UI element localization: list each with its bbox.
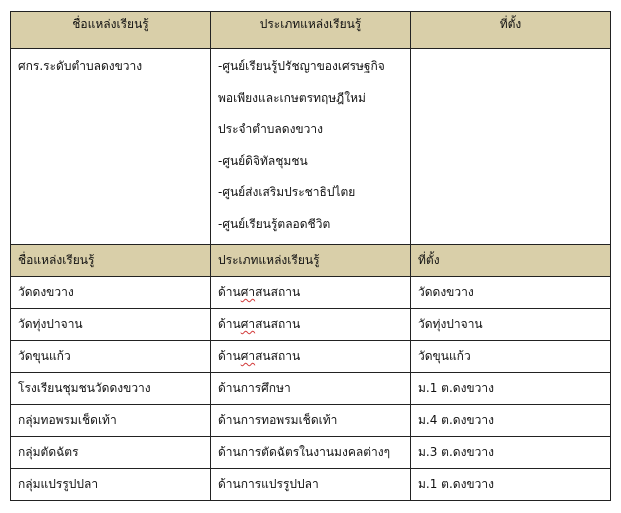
cell-location: ม.1 ต.ดงขวาง xyxy=(411,373,611,405)
cell-location: วัดดงขวาง xyxy=(411,277,611,309)
cell-type xyxy=(211,277,411,309)
type-prefix: ด้าน xyxy=(218,317,241,331)
table-row xyxy=(11,405,611,437)
cell-type xyxy=(211,309,411,341)
cell-location: ม.3 ต.ดงขวาง xyxy=(411,437,611,469)
type-prefix: ด้าน xyxy=(218,285,241,299)
cell-name: วัดดงขวาง xyxy=(11,277,211,309)
cell-location: ม.1 ต.ดงขวาง xyxy=(411,469,611,501)
cell-name: กลุ่มตัดฉัตร xyxy=(11,437,211,469)
table-row xyxy=(11,437,611,469)
spell-mark: ศา xyxy=(240,285,256,299)
header-location: ที่ตั้ง xyxy=(411,245,611,277)
header-type: ประเภทแหล่งเรียนรู้ xyxy=(211,12,411,49)
spell-mark: ศา xyxy=(240,317,256,331)
type-prefix: ด้านการแปรรูปปลา xyxy=(218,477,319,491)
first-block-row xyxy=(11,49,611,245)
cell-location: ม.4 ต.ดงขวาง xyxy=(411,405,611,437)
cell-type xyxy=(211,437,411,469)
type-line: -ศูนย์ดิจิทัลชุมชน xyxy=(218,153,308,168)
cell-name: โรงเรียนชุมชนวัดดงขวาง xyxy=(11,373,211,405)
cell-name: วัดขุนแก้ว xyxy=(11,341,211,373)
type-line: -ศูนย์เรียนรู้ปรัชญาของเศรษฐกิจ xyxy=(218,59,385,73)
cell-name: กลุ่มทอพรมเช็ดเท้า xyxy=(11,405,211,437)
cell-name: วัดทุ่งปาจาน xyxy=(11,309,211,341)
first-block-location xyxy=(411,49,611,245)
type-line: -ศูนย์เรียนรู้ตลอดชีวิต xyxy=(218,216,331,231)
table-row xyxy=(11,277,611,309)
type-suffix: สนสถาน xyxy=(255,285,301,299)
learning-resources-table xyxy=(10,11,611,501)
header-name: ชื่อแหล่งเรียนรู้ xyxy=(11,245,211,277)
type-prefix: ด้านการตัดฉัตรในงานมงคลต่างๆ xyxy=(218,445,391,459)
table-row xyxy=(11,309,611,341)
type-prefix: ด้านการศึกษา xyxy=(218,381,291,395)
table-row xyxy=(11,469,611,501)
spell-mark: ศา xyxy=(240,349,256,363)
header-location: ที่ตั้ง xyxy=(411,12,611,49)
cell-name: กลุ่มแปรรูปปลา xyxy=(11,469,211,501)
cell-type xyxy=(211,405,411,437)
type-prefix: ด้าน xyxy=(218,349,241,363)
cell-type xyxy=(211,373,411,405)
header-name: ชื่อแหล่งเรียนรู้ xyxy=(11,12,211,49)
header-row-second xyxy=(11,245,611,277)
table-row xyxy=(11,341,611,373)
cell-type xyxy=(211,469,411,501)
type-line: -ศูนย์ส่งเสริมประชาธิปไตย xyxy=(218,185,356,199)
cell-location: วัดขุนแก้ว xyxy=(411,341,611,373)
cell-type xyxy=(211,341,411,373)
first-block-types xyxy=(211,49,411,245)
header-row-top xyxy=(11,12,611,49)
table-row xyxy=(11,373,611,405)
type-suffix: สนสถาน xyxy=(255,317,301,331)
type-line: พอเพียงและเกษตรทฤษฎีใหม่ xyxy=(218,90,366,105)
type-line: ประจำตำบลดงขวาง xyxy=(218,122,323,136)
cell-location: วัดทุ่งปาจาน xyxy=(411,309,611,341)
first-block-name: ศกร.ระดับตำบลดงขวาง xyxy=(11,49,211,245)
type-prefix: ด้านการทอพรมเช็ดเท้า xyxy=(218,413,338,427)
type-suffix: สนสถาน xyxy=(255,349,301,363)
header-type: ประเภทแหล่งเรียนรู้ xyxy=(211,245,411,277)
